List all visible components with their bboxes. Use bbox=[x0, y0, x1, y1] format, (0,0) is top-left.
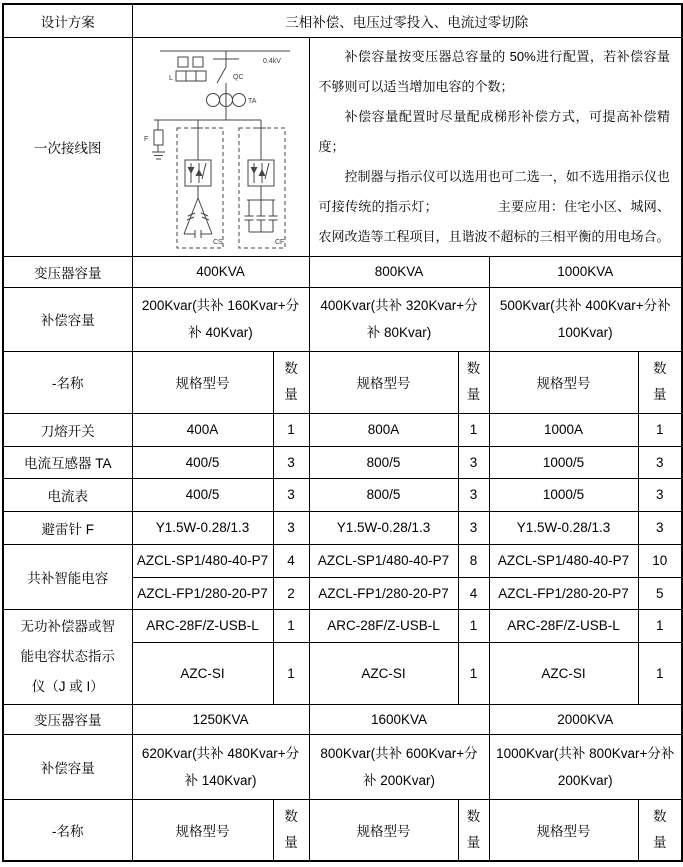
qty-cell: 1 bbox=[273, 413, 309, 446]
compensation-value: 1000Kvar(共补 800Kvar+分补 200Kvar) bbox=[489, 734, 682, 799]
wiring-row bbox=[3, 37, 682, 256]
header-qty-text: 数量 bbox=[653, 361, 667, 402]
qty-cell: 1 bbox=[458, 609, 489, 643]
qc-switch-label: QC bbox=[232, 74, 243, 81]
header-spec: 规格型号 bbox=[309, 799, 458, 861]
wiring-notes-cell bbox=[309, 37, 682, 256]
qty-cell: 1 bbox=[273, 643, 309, 704]
header-spec: 规格型号 bbox=[489, 351, 638, 413]
spec-cell: Y1.5W-0.28/1.3 bbox=[489, 511, 638, 544]
spec-cell: AZC-SI bbox=[309, 643, 458, 704]
cs-branch-label: CS bbox=[212, 239, 223, 246]
spec-cell: ARC-28F/Z-USB-L bbox=[309, 609, 458, 643]
capacitor-row bbox=[3, 544, 682, 577]
wiring-diagram-cell bbox=[132, 37, 309, 256]
transformer-label-1: 变压器容量 bbox=[3, 256, 132, 287]
spec-cell: AZCL-SP1/480-40-P7 bbox=[309, 544, 458, 577]
spec-cell: 400/5 bbox=[132, 446, 273, 478]
equipment-label: 电流表 bbox=[3, 478, 132, 511]
qty-cell: 3 bbox=[458, 511, 489, 544]
design-label: 设计方案 bbox=[3, 4, 132, 37]
qty-cell: 10 bbox=[638, 544, 682, 577]
spec-cell: 800/5 bbox=[309, 478, 458, 511]
equipment-row bbox=[3, 511, 682, 544]
compensation-value: 500Kvar(共补 400Kvar+分补 100Kvar) bbox=[489, 287, 682, 351]
header-name: -名称 bbox=[3, 351, 132, 413]
spec-cell: 1000A bbox=[489, 413, 638, 446]
transformer-row-2 bbox=[3, 704, 682, 734]
spec-cell: AZCL-FP1/280-20-P7 bbox=[309, 577, 458, 609]
spec-cell: AZC-SI bbox=[489, 643, 638, 704]
bus-voltage-label: 0.4kV bbox=[262, 58, 281, 65]
header-qty bbox=[638, 799, 682, 861]
spec-cell: AZCL-SP1/480-40-P7 bbox=[489, 544, 638, 577]
spec-cell: ARC-28F/Z-USB-L bbox=[132, 609, 273, 643]
qty-cell: 3 bbox=[273, 511, 309, 544]
transformer-label-2: 变压器容量 bbox=[3, 704, 132, 734]
spec-cell: 400/5 bbox=[132, 478, 273, 511]
compensation-value: 200Kvar(共补 160Kvar+分补 40Kvar) bbox=[132, 287, 309, 351]
spec-cell: ARC-28F/Z-USB-L bbox=[489, 609, 638, 643]
spec-cell: Y1.5W-0.28/1.3 bbox=[132, 511, 273, 544]
header-qty bbox=[638, 351, 682, 413]
equipment-row bbox=[3, 413, 682, 446]
header-qty bbox=[273, 799, 309, 861]
equipment-row bbox=[3, 446, 682, 478]
header-name: -名称 bbox=[3, 799, 132, 861]
spec-cell: 800A bbox=[309, 413, 458, 446]
one-line-diagram-icon bbox=[140, 38, 302, 252]
cf-branch-label: CF bbox=[274, 239, 284, 246]
compensation-value: 800Kvar(共补 600Kvar+分补 200Kvar) bbox=[309, 734, 489, 799]
header-qty bbox=[273, 351, 309, 413]
qty-cell: 2 bbox=[273, 577, 309, 609]
equipment-label: 避雷针 F bbox=[3, 511, 132, 544]
transformer-value: 2000KVA bbox=[489, 704, 682, 734]
qty-cell: 1 bbox=[458, 643, 489, 704]
qty-cell: 1 bbox=[638, 643, 682, 704]
header-qty-text: 数量 bbox=[653, 808, 667, 850]
spec-cell: AZCL-FP1/280-20-P7 bbox=[489, 577, 638, 609]
compensation-label-1: 补偿容量 bbox=[3, 287, 132, 351]
spec-cell: AZCL-SP1/480-40-P7 bbox=[132, 544, 273, 577]
capacitor-group-label: 共补智能电容 bbox=[3, 544, 132, 609]
equipment-row bbox=[3, 478, 682, 511]
header-qty bbox=[458, 351, 489, 413]
spec-cell: 1000/5 bbox=[489, 478, 638, 511]
transformer-value: 1250KVA bbox=[132, 704, 309, 734]
note-paragraph-3: 控制器与指示仪可以选用也可二选一，如不选用指示仪也可接传统的指示灯； 主要应用：住宅小区、城网、农网改造等工程项目，且谐波不超标的三相平衡的用电场合。 bbox=[318, 168, 670, 244]
transformer-value: 800KVA bbox=[309, 256, 489, 287]
qty-cell: 1 bbox=[273, 609, 309, 643]
spec-cell: 800/5 bbox=[309, 446, 458, 478]
compensation-row-1 bbox=[3, 287, 682, 351]
transformer-row-1 bbox=[3, 256, 682, 287]
header-qty-text: 数量 bbox=[466, 361, 481, 402]
header-spec: 规格型号 bbox=[309, 351, 458, 413]
compensation-row-2 bbox=[3, 734, 682, 799]
design-value: 三相补偿、电压过零投入、电流过零切除 bbox=[132, 4, 682, 37]
transformer-value: 1600KVA bbox=[309, 704, 489, 734]
qty-cell: 3 bbox=[458, 446, 489, 478]
qty-cell: 3 bbox=[638, 478, 682, 511]
header-qty-text: 数量 bbox=[466, 808, 481, 850]
transformer-value: 400KVA bbox=[132, 256, 309, 287]
controller-row bbox=[3, 609, 682, 643]
note-paragraph-1: 补偿容量按变压器总容量的 50%进行配置，若补偿容量不够则可以适当增加电容的个数； bbox=[318, 48, 670, 94]
compensation-value: 620Kvar(共补 480Kvar+分补 140Kvar) bbox=[132, 734, 309, 799]
qty-cell: 1 bbox=[638, 413, 682, 446]
header-spec: 规格型号 bbox=[132, 799, 273, 861]
header-row-1 bbox=[3, 351, 682, 413]
spec-cell: AZC-SI bbox=[132, 643, 273, 704]
equipment-label: 刀熔开关 bbox=[3, 413, 132, 446]
header-spec: 规格型号 bbox=[489, 799, 638, 861]
qty-cell: 8 bbox=[458, 544, 489, 577]
qty-cell: 3 bbox=[273, 478, 309, 511]
spec-cell: 400A bbox=[132, 413, 273, 446]
qty-cell: 1 bbox=[458, 413, 489, 446]
note-paragraph-2: 补偿容量配置时尽量配成梯形补偿方式，可提高补偿精度； bbox=[318, 108, 670, 154]
qty-cell: 3 bbox=[273, 446, 309, 478]
qty-cell: 3 bbox=[458, 478, 489, 511]
qty-cell: 3 bbox=[638, 511, 682, 544]
qty-cell: 1 bbox=[638, 609, 682, 643]
compensation-label-2: 补偿容量 bbox=[3, 734, 132, 799]
spec-cell: 1000/5 bbox=[489, 446, 638, 478]
design-row bbox=[3, 4, 682, 37]
spec-table bbox=[2, 3, 683, 862]
arrester-f-label: F bbox=[143, 136, 148, 143]
transformer-value: 1000KVA bbox=[489, 256, 682, 287]
wiring-label: 一次接线图 bbox=[3, 37, 132, 256]
ta-label: TA bbox=[247, 98, 256, 105]
compensation-value: 400Kvar(共补 320Kvar+分补 80Kvar) bbox=[309, 287, 489, 351]
meter-l-label: L bbox=[168, 75, 173, 82]
controller-group-label: 无功补偿器或智能电容状态指示仪（J 或 I） bbox=[3, 609, 132, 704]
qty-cell: 5 bbox=[638, 577, 682, 609]
spec-cell: AZCL-FP1/280-20-P7 bbox=[132, 577, 273, 609]
header-spec: 规格型号 bbox=[132, 351, 273, 413]
header-qty-text: 数量 bbox=[284, 808, 298, 850]
qty-cell: 4 bbox=[458, 577, 489, 609]
qty-cell: 4 bbox=[273, 544, 309, 577]
spec-cell: Y1.5W-0.28/1.3 bbox=[309, 511, 458, 544]
header-row-2 bbox=[3, 799, 682, 861]
header-qty-text: 数量 bbox=[284, 361, 298, 402]
header-qty bbox=[458, 799, 489, 861]
equipment-label: 电流互感器 TA bbox=[3, 446, 132, 478]
qty-cell: 3 bbox=[638, 446, 682, 478]
